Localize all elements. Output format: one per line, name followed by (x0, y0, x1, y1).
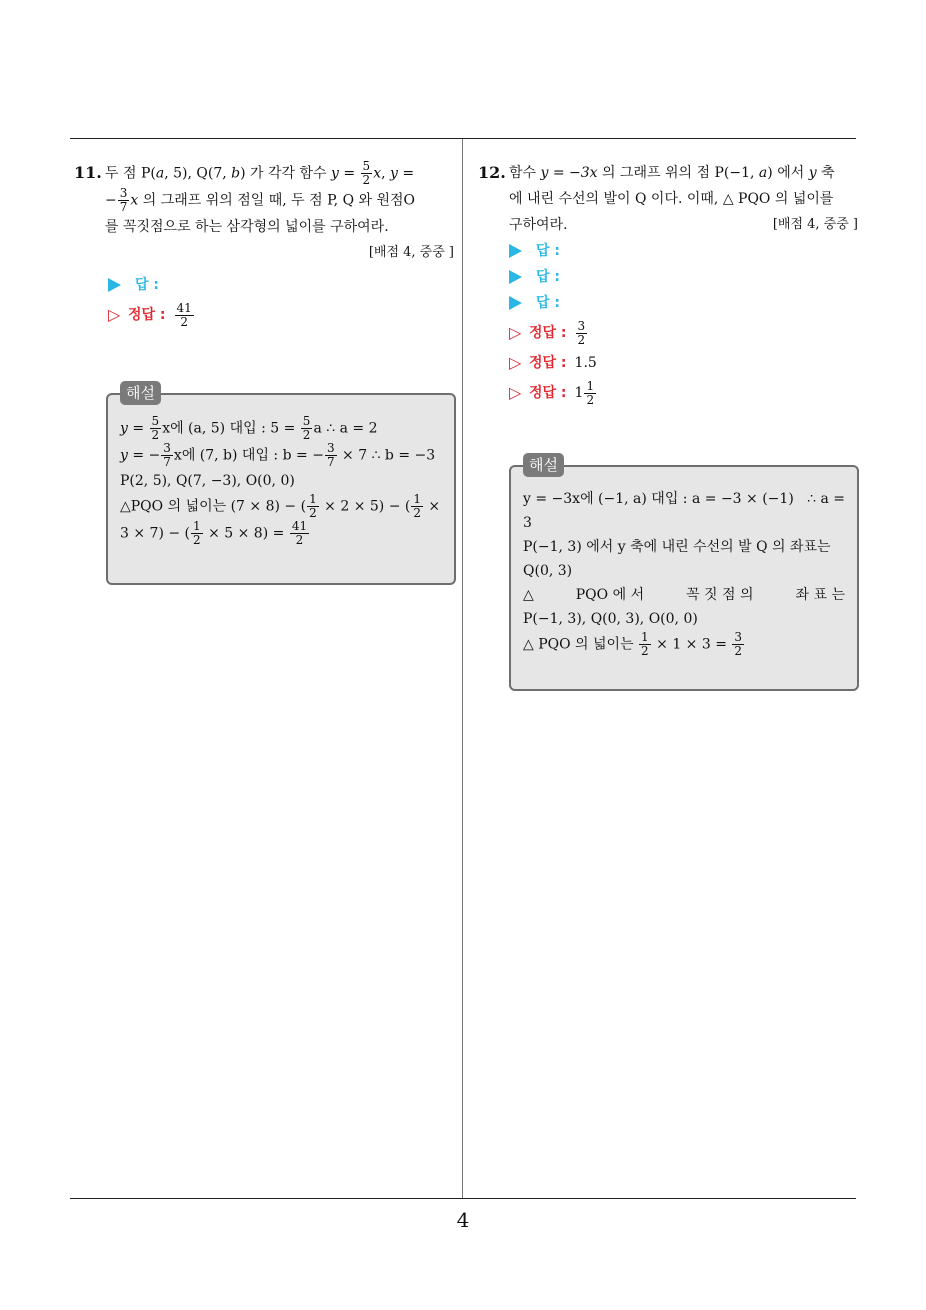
explanation-line: P(2, 5), Q(7, −3), O(0, 0) (120, 473, 295, 489)
open-triangle-icon: ▷ (509, 323, 522, 342)
open-triangle-icon: ▷ (108, 305, 121, 324)
text: = (338, 165, 360, 182)
explanation-line: P(−1, 3) 에서 y 축에 내린 수선의 발 Q 의 좌표는 (523, 539, 831, 555)
top-rule (70, 138, 856, 139)
text: 두 점 P( (105, 165, 156, 182)
score-difficulty: [배점 4, 중중 ] (368, 245, 454, 260)
text: = (397, 165, 415, 182)
text: , (381, 165, 390, 182)
answer-row (108, 272, 454, 298)
open-triangle-icon: ▷ (509, 383, 522, 402)
var: y (390, 165, 398, 182)
text: 구하여라. (509, 217, 568, 233)
correct-answer-row (509, 376, 858, 410)
question-12 (474, 160, 858, 410)
correct-answer-whole: 1 (574, 385, 584, 401)
fraction: $\frac{3}{7}$ (119, 186, 128, 214)
question-text (105, 160, 454, 240)
question-11-body (70, 160, 454, 332)
explanation-line: △PQO 의 넓이는 (7 × 8) − ( $\frac{1}{2}$ × 2 × 5) − ( $\frac{1}{2}$ × (120, 492, 441, 520)
page-number: 4 (456, 1208, 470, 1232)
correct-answer-value: 1.5 (574, 355, 597, 371)
explanation-line: P(−1, 3), Q(0, 3), O(0, 0) (523, 611, 698, 627)
score-difficulty: [배점 4, 중중 ] (772, 217, 858, 232)
correct-answer-value: $\frac{1}{2}$ (586, 378, 595, 407)
bottom-rule (70, 1198, 856, 1199)
var: x (130, 192, 139, 209)
solid-triangle-icon (108, 278, 121, 292)
var: b (231, 165, 241, 182)
var: x (373, 165, 382, 182)
correct-label: 정답 : (529, 325, 567, 341)
text: ) 가 각각 함수 (240, 165, 331, 182)
correct-label: 정답 : (529, 355, 567, 371)
answer-area (509, 238, 858, 410)
solid-triangle-icon (509, 296, 522, 310)
question-12-body (474, 160, 858, 410)
explanation-box-12 (509, 456, 859, 691)
explanation-line: 3 × 7) − ( $\frac{1}{2}$ × 5 × 8) = $\frac{41}{2}$ (120, 519, 308, 547)
answer-label: 답 : (536, 269, 560, 285)
column-divider (462, 139, 463, 1198)
explanation-line: △ PQO 의 넓이는 $\frac{1}{2}$ × 1 × 3 = $\frac{3}{2}$ (523, 630, 743, 658)
correct-answer-row (108, 298, 454, 332)
correct-label: 정답 : (529, 385, 567, 401)
answer-area (105, 272, 454, 332)
correct-answer-row (509, 350, 858, 376)
explanation-line: △ PQO 에 서 꼭 짓 점 의 좌 표 는 (523, 587, 845, 603)
text: , 5), Q(7, (164, 165, 232, 182)
answer-label: 답 : (536, 295, 560, 311)
question-last-line (509, 212, 858, 238)
text: − (105, 192, 117, 209)
explanation-box-11 (106, 384, 456, 585)
question-number: 12. (478, 163, 506, 182)
explanation-line: y = −3x에 (−1, a) 대입 : a = −3 × (−1) ∴ a = (523, 491, 845, 507)
text: 의 그래프 위의 점일 때, 두 점 P, Q 와 원점O (138, 192, 416, 209)
answer-row (509, 264, 858, 290)
question-number: 11. (74, 163, 102, 182)
question-text: 함수 y = −3x 의 그래프 위의 점 P(−1, a) 에서 y 축 에 내린 수선의 발이 Q 이다. 이때, △ PQO 의 넓이를 (509, 165, 835, 207)
explanation-line: 3 (523, 515, 532, 531)
var: y (330, 165, 339, 182)
text: 를 꼭짓점으로 하는 삼각형의 넓이를 구하여라. (105, 219, 389, 235)
correct-answer-row (509, 316, 858, 350)
open-triangle-icon: ▷ (509, 353, 522, 372)
correct-answer-value: $\frac{41}{2}$ (176, 300, 192, 329)
fraction: $\frac{5}{2}$ (362, 159, 371, 187)
explanation-line: y = $\frac{5}{2}$ x에 (a, 5) 대입 : 5 = $\frac{5}{2}$ a ∴ a = 2 (120, 414, 378, 442)
solid-triangle-icon (509, 270, 522, 284)
correct-label: 정답 : (128, 307, 166, 323)
answer-label: 답 : (536, 243, 560, 259)
answer-row (509, 238, 858, 264)
explanation-tag: 해설 (523, 453, 564, 477)
solid-triangle-icon (509, 244, 522, 258)
correct-answer-value: $\frac{3}{2}$ (577, 318, 586, 347)
question-11 (70, 160, 454, 332)
answer-row (509, 290, 858, 316)
var: a (155, 165, 165, 182)
answer-label: 답 : (135, 277, 159, 293)
explanation-tag: 해설 (120, 381, 161, 405)
explanation-line: y = − $\frac{3}{7}$ x에 (7, b) 대입 : b = − $\frac{3}{7}$ × 7 ∴ b = −3 (120, 441, 436, 469)
explanation-line: Q(0, 3) (523, 563, 573, 579)
